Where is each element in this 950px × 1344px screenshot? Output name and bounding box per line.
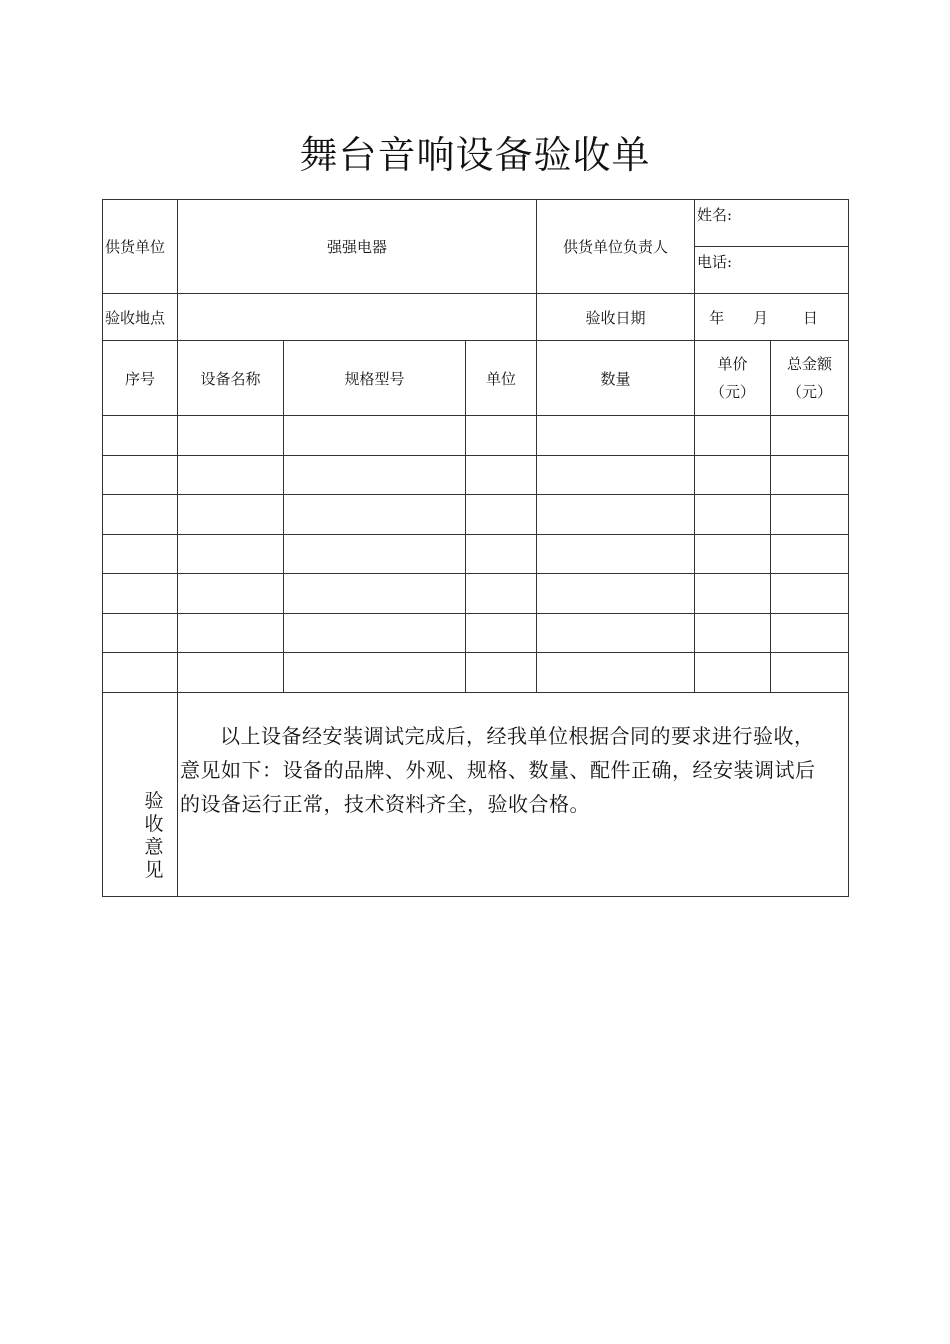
col-header-no: 序号 — [103, 341, 178, 416]
supplier-value[interactable]: 强强电器 — [178, 200, 537, 294]
cell-total[interactable] — [771, 535, 849, 574]
opinion-label-char: 收 — [144, 813, 164, 835]
cell-name[interactable] — [178, 653, 284, 693]
date-month: 月 — [753, 308, 769, 327]
contact-phone-label: 电话: — [697, 253, 733, 271]
cell-spec[interactable] — [284, 495, 466, 535]
cell-qty[interactable] — [537, 653, 695, 693]
col-header-total-line2: （元） — [787, 383, 833, 401]
cell-spec[interactable] — [284, 416, 466, 456]
opinion-label-char: 意 — [144, 836, 164, 858]
col-header-name: 设备名称 — [178, 341, 284, 416]
date-day: 日 — [802, 308, 818, 327]
cell-name[interactable] — [178, 456, 284, 495]
contact-name-field[interactable] — [695, 200, 849, 247]
cell-no[interactable] — [103, 456, 178, 495]
cell-total[interactable] — [771, 653, 849, 693]
col-header-price-line2: （元） — [710, 383, 756, 401]
col-header-spec: 规格型号 — [284, 341, 466, 416]
cell-spec[interactable] — [284, 614, 466, 653]
cell-name[interactable] — [178, 416, 284, 456]
cell-no[interactable] — [103, 574, 178, 614]
cell-qty[interactable] — [537, 456, 695, 495]
cell-price[interactable] — [695, 456, 771, 495]
cell-price[interactable] — [695, 574, 771, 614]
table-row — [103, 614, 849, 653]
contact-phone-field[interactable] — [695, 247, 849, 294]
opinion-label-char: 见 — [144, 859, 164, 881]
cell-total[interactable] — [771, 614, 849, 653]
opinion-text[interactable]: 以上设备经安装调试完成后，经我单位根据合同的要求进行验收，意见如下：设备的品牌、外观、规格、数量、配件正确，经安装调试后的设备运行正常，技术资料齐全，验收合格。 — [178, 693, 849, 897]
contact-name-label: 姓名: — [697, 206, 733, 224]
supplier-contact-label: 供货单位负责人 — [537, 200, 695, 294]
cell-price[interactable] — [695, 416, 771, 456]
cell-qty[interactable] — [537, 495, 695, 535]
cell-price[interactable] — [695, 535, 771, 574]
cell-name[interactable] — [178, 614, 284, 653]
acceptance-form — [102, 199, 849, 897]
cell-qty[interactable] — [537, 574, 695, 614]
cell-price[interactable] — [695, 614, 771, 653]
col-header-price — [695, 341, 771, 416]
cell-name[interactable] — [178, 495, 284, 535]
cell-unit[interactable] — [466, 495, 537, 535]
location-label: 验收地点 — [103, 294, 178, 341]
cell-name[interactable] — [178, 574, 284, 614]
cell-qty[interactable] — [537, 614, 695, 653]
cell-unit[interactable] — [466, 456, 537, 495]
page-title: 舞台音响设备验收单 — [299, 133, 651, 177]
cell-total[interactable] — [771, 456, 849, 495]
cell-no[interactable] — [103, 614, 178, 653]
cell-qty[interactable] — [537, 535, 695, 574]
cell-unit[interactable] — [466, 416, 537, 456]
cell-unit[interactable] — [466, 653, 537, 693]
table-row — [103, 416, 849, 456]
opinion-label-char: 验 — [144, 790, 164, 812]
cell-unit[interactable] — [466, 535, 537, 574]
opinion-label — [103, 693, 178, 897]
col-header-unit: 单位 — [466, 341, 537, 416]
col-header-qty: 数量 — [537, 341, 695, 416]
table-row — [103, 495, 849, 535]
cell-no[interactable] — [103, 653, 178, 693]
col-header-total-line1: 总金额 — [787, 355, 833, 373]
table-row — [103, 574, 849, 614]
cell-spec[interactable] — [284, 653, 466, 693]
supplier-label: 供货单位 — [103, 200, 178, 294]
cell-qty[interactable] — [537, 416, 695, 456]
date-year: 年 — [709, 308, 725, 327]
cell-no[interactable] — [103, 495, 178, 535]
cell-price[interactable] — [695, 653, 771, 693]
date-value[interactable] — [695, 294, 849, 341]
date-label: 验收日期 — [537, 294, 695, 341]
cell-unit[interactable] — [466, 614, 537, 653]
location-value[interactable] — [178, 294, 537, 341]
col-header-total — [771, 341, 849, 416]
cell-name[interactable] — [178, 535, 284, 574]
table-row — [103, 535, 849, 574]
cell-no[interactable] — [103, 416, 178, 456]
table-row — [103, 456, 849, 495]
cell-spec[interactable] — [284, 535, 466, 574]
cell-spec[interactable] — [284, 456, 466, 495]
cell-no[interactable] — [103, 535, 178, 574]
col-header-price-line1: 单价 — [717, 355, 748, 373]
table-row — [103, 653, 849, 693]
cell-price[interactable] — [695, 495, 771, 535]
cell-unit[interactable] — [466, 574, 537, 614]
cell-spec[interactable] — [284, 574, 466, 614]
cell-total[interactable] — [771, 416, 849, 456]
cell-total[interactable] — [771, 495, 849, 535]
cell-total[interactable] — [771, 574, 849, 614]
